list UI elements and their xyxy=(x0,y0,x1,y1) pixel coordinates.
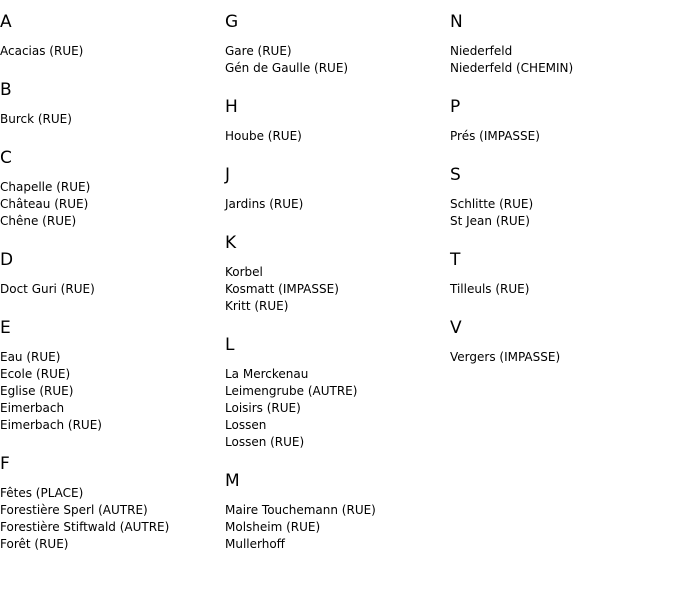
street-list xyxy=(0,179,225,238)
street-list xyxy=(225,43,450,85)
street-index-column-2 xyxy=(225,0,450,561)
street-link[interactable]: Schlitte (RUE) xyxy=(450,197,534,211)
street-link[interactable]: Prés (IMPASSE) xyxy=(450,129,540,143)
street-link[interactable]: Tilleuls (RUE) xyxy=(450,282,530,296)
letter-heading: N xyxy=(450,12,463,32)
street-list xyxy=(0,281,225,306)
street-link[interactable]: Château (RUE) xyxy=(0,197,89,211)
letter-group xyxy=(0,80,225,136)
letter-heading: J xyxy=(225,165,231,185)
letter-heading: A xyxy=(0,12,12,32)
street-link[interactable]: Loisirs (RUE) xyxy=(225,401,301,415)
street-link[interactable]: Niederfeld xyxy=(450,44,513,58)
letter-heading: C xyxy=(0,148,12,168)
street-link[interactable]: Ecole (RUE) xyxy=(0,367,71,381)
street-link[interactable]: Jardins (RUE) xyxy=(225,197,304,211)
street-link[interactable]: Gén de Gaulle (RUE) xyxy=(225,61,349,75)
street-link[interactable]: Chapelle (RUE) xyxy=(0,180,91,194)
street-link[interactable]: Forestière Stiftwald (AUTRE) xyxy=(0,520,170,534)
letter-group xyxy=(450,12,675,85)
street-link[interactable]: Forestière Sperl (AUTRE) xyxy=(0,503,148,517)
street-link[interactable]: Hoube (RUE) xyxy=(225,129,302,143)
street-link[interactable]: Maire Touchemann (RUE) xyxy=(225,503,376,517)
street-list xyxy=(225,502,450,561)
street-link[interactable]: Chêne (RUE) xyxy=(0,214,77,228)
letter-group xyxy=(0,318,225,442)
street-list xyxy=(450,349,675,374)
letter-heading: L xyxy=(225,335,235,355)
street-list xyxy=(225,366,450,459)
street-link[interactable]: Korbel xyxy=(225,265,263,279)
street-link[interactable]: Lossen xyxy=(225,418,267,432)
letter-group xyxy=(225,97,450,153)
street-list xyxy=(0,43,225,68)
street-link[interactable]: Vergers (IMPASSE) xyxy=(450,350,561,364)
letter-group xyxy=(0,250,225,306)
letter-group xyxy=(0,12,225,68)
letter-heading: E xyxy=(0,318,11,338)
street-link[interactable]: Kritt (RUE) xyxy=(225,299,289,313)
street-link[interactable]: Gare (RUE) xyxy=(225,44,292,58)
letter-heading: V xyxy=(450,318,462,338)
street-link[interactable]: Doct Guri (RUE) xyxy=(0,282,95,296)
street-link[interactable]: Niederfeld (CHEMIN) xyxy=(450,61,574,75)
letter-heading: S xyxy=(450,165,461,185)
letter-group xyxy=(450,97,675,153)
letter-group xyxy=(225,165,450,221)
letter-heading: B xyxy=(0,80,12,100)
street-link[interactable]: Leimengrube (AUTRE) xyxy=(225,384,358,398)
street-link[interactable]: Lossen (RUE) xyxy=(225,435,305,449)
letter-heading: F xyxy=(0,454,10,474)
street-list xyxy=(450,43,675,85)
street-link[interactable]: Eau (RUE) xyxy=(0,350,61,364)
street-link[interactable]: Fêtes (PLACE) xyxy=(0,486,84,500)
letter-heading: P xyxy=(450,97,461,117)
letter-heading: T xyxy=(450,250,461,270)
street-link[interactable]: St Jean (RUE) xyxy=(450,214,530,228)
letter-heading: K xyxy=(225,233,237,253)
letter-group xyxy=(225,471,450,561)
street-list xyxy=(450,196,675,238)
letter-heading: H xyxy=(225,97,238,117)
street-link[interactable]: Forêt (RUE) xyxy=(0,537,69,551)
street-list xyxy=(225,264,450,323)
street-link[interactable]: Eimerbach (RUE) xyxy=(0,418,102,432)
street-link[interactable]: Molsheim (RUE) xyxy=(225,520,321,534)
street-list xyxy=(0,111,225,136)
street-list xyxy=(450,128,675,153)
street-index-column-3 xyxy=(450,0,675,374)
street-list xyxy=(0,485,225,561)
street-list xyxy=(225,128,450,153)
street-link[interactable]: Kosmatt (IMPASSE) xyxy=(225,282,339,296)
street-link[interactable]: Acacias (RUE) xyxy=(0,44,84,58)
letter-group xyxy=(450,250,675,306)
street-index-column-1 xyxy=(0,0,225,561)
street-list xyxy=(450,281,675,306)
street-list xyxy=(225,196,450,221)
letter-group xyxy=(225,233,450,323)
letter-heading: G xyxy=(225,12,239,32)
letter-group xyxy=(225,335,450,459)
letter-group xyxy=(0,148,225,238)
letter-group xyxy=(225,12,450,85)
letter-heading: D xyxy=(0,250,14,270)
letter-group xyxy=(450,165,675,238)
street-link[interactable]: Eimerbach xyxy=(0,401,65,415)
street-link[interactable]: La Merckenau xyxy=(225,367,309,381)
street-link[interactable]: Eglise (RUE) xyxy=(0,384,74,398)
letter-group xyxy=(450,318,675,374)
letter-group xyxy=(0,454,225,561)
street-list xyxy=(0,349,225,442)
street-link[interactable]: Mullerhoff xyxy=(225,537,285,551)
letter-heading: M xyxy=(225,471,240,491)
street-link[interactable]: Burck (RUE) xyxy=(0,112,72,126)
